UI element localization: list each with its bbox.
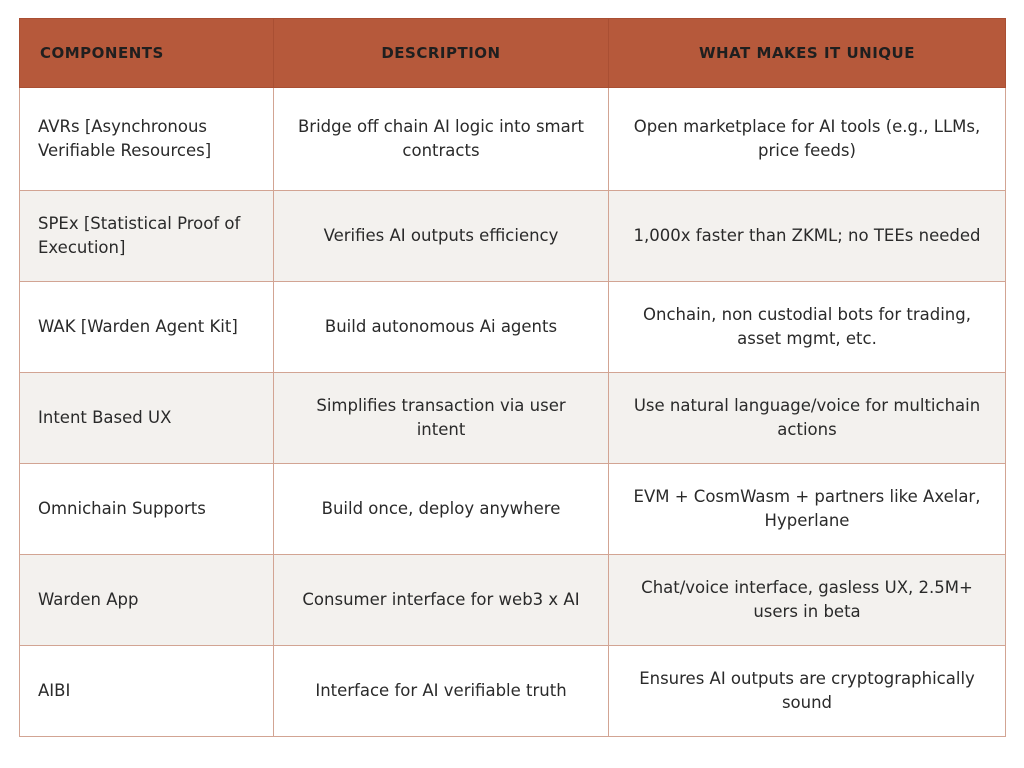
description-cell: Bridge off chain AI logic into smart contracts (274, 88, 609, 191)
components-table (19, 18, 1006, 737)
unique-cell: Onchain, non custodial bots for trading, asset mgmt, etc. (609, 282, 1006, 373)
component-cell: WAK [Warden Agent Kit] (20, 282, 274, 373)
unique-cell: Chat/voice interface, gasless UX, 2.5M+ users in beta (609, 555, 1006, 646)
unique-cell: Open marketplace for AI tools (e.g., LLMs, price feeds) (609, 88, 1006, 191)
component-cell: AIBI (20, 646, 274, 737)
component-cell: Intent Based UX (20, 373, 274, 464)
description-cell: Build autonomous Ai agents (274, 282, 609, 373)
table-row (20, 282, 1006, 373)
table-row (20, 646, 1006, 737)
header-unique: WHAT MAKES IT UNIQUE (609, 19, 1006, 88)
component-cell: Omnichain Supports (20, 464, 274, 555)
header-description: DESCRIPTION (274, 19, 609, 88)
table-row (20, 373, 1006, 464)
unique-cell: 1,000x faster than ZKML; no TEEs needed (609, 191, 1006, 282)
unique-cell: Use natural language/voice for multichain actions (609, 373, 1006, 464)
component-cell: Warden App (20, 555, 274, 646)
table-header-row (20, 19, 1006, 88)
table-row (20, 555, 1006, 646)
description-cell: Build once, deploy anywhere (274, 464, 609, 555)
unique-cell: EVM + CosmWasm + partners like Axelar, Hyperlane (609, 464, 1006, 555)
table-row (20, 191, 1006, 282)
description-cell: Consumer interface for web3 x AI (274, 555, 609, 646)
component-cell: SPEx [Statistical Proof of Execution] (20, 191, 274, 282)
description-cell: Verifies AI outputs efficiency (274, 191, 609, 282)
component-cell: AVRs [Asynchronous Verifiable Resources] (20, 88, 274, 191)
table-row (20, 464, 1006, 555)
description-cell: Simplifies transaction via user intent (274, 373, 609, 464)
description-cell: Interface for AI verifiable truth (274, 646, 609, 737)
header-components: COMPONENTS (20, 19, 274, 88)
unique-cell: Ensures AI outputs are cryptographically sound (609, 646, 1006, 737)
table-row (20, 88, 1006, 191)
